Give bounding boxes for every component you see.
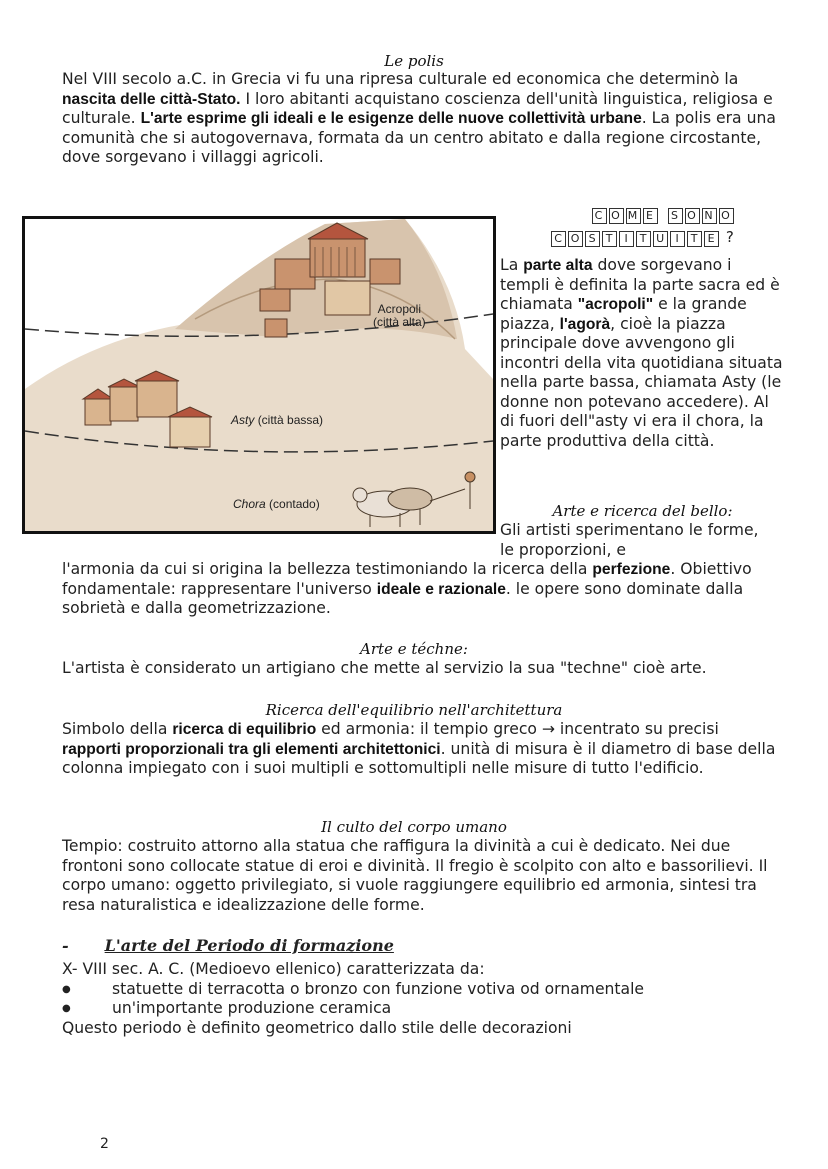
boxed-letter: I: [619, 231, 634, 247]
asty-label: Asty (città bassa): [231, 413, 324, 427]
equilibrio-paragraph: Simbolo della ricerca di equilibrio ed armonia: il tempio greco → incentrato su precisi rapporti proporzionali tra gli elementi architettonici. unità di misura è il diametro di base della colonna impiegato con i suoi multipli e sottomultipli nelle misure di tutto l'edificio.: [62, 720, 776, 777]
arte-bello-intro: Gli artisti sperimentano le forme, le proporzioni, e: [500, 521, 759, 559]
formazione-outro: Questo periodo è definito geometrico dallo stile delle decorazioni: [62, 1018, 572, 1037]
intro-paragraph: Nel VIII secolo a.C. in Grecia vi fu una ripresa culturale ed economica che determinò la nascita delle città-Stato. I loro abitanti acquistano coscienza dell'unità linguistica, religiosa e culturale. L'arte esprime gli ideali e le esigenze delle nuove collettività urbane. La polis era una comunità che si autogovernava, formata da un centro abitato e dalla regione circostante, dove sorgevano i villaggi agricoli.: [62, 70, 776, 166]
boxed-letter: E: [643, 208, 658, 224]
culto-title: Il culto del corpo umano: [321, 818, 507, 836]
equilibrio-title: Ricerca dell'equilibrio nell'architettura: [265, 701, 563, 719]
boxed-letter: O: [719, 208, 734, 224]
boxed-letter: S: [585, 231, 600, 247]
boxed-letter: M: [626, 208, 641, 224]
boxed-letter: C: [551, 231, 566, 247]
list-item: ● statuette di terracotta o bronzo con funzione votiva od ornamentale: [62, 980, 782, 1000]
how-paragraph: La parte alta dove sorgevano i templi è definita la parte sacra ed è chiamata "acropoli" e la grande piazza, l'agorà, cioè la piazza principale dove avvengono gli incontri della vita quotidiana situata nella parte bassa, chiamata Asty (le donne non potevano accedere). Al di fuori dell"asty vi era il chora, la parte produttiva della città.: [500, 256, 783, 450]
acropoli-label: Acropoli (città alta): [373, 302, 426, 329]
boxed-heading: [500, 208, 785, 247]
polis-illustration: [22, 216, 496, 534]
boxed-letter: E: [704, 231, 719, 247]
boxed-letter: O: [609, 208, 624, 224]
formazione-list: [62, 980, 782, 1019]
techne-title: Arte e téchne:: [360, 640, 468, 658]
boxed-letter: T: [636, 231, 651, 247]
culto-paragraph: Tempio: costruito attorno alla statua che raffigura la divinità a cui è dedicato. Nei due frontoni sono collocate statue di eroi e divinità. Il fregio è scolpito con alto e bassorilievi. Il corpo umano: oggetto privilegiato, si vuole raggiungere equilibrio ed armonia, sintesi tra resa naturalistica e idealizzazione delle forme.: [62, 837, 768, 914]
formazione-intro: X- VIII sec. A. C. (Medioevo ellenico) caratterizzata da:: [62, 960, 485, 978]
page-number: 2: [100, 1136, 109, 1152]
boxed-letter: O: [568, 231, 583, 247]
formazione-heading: - L'arte del Periodo di formazione: [62, 936, 394, 955]
boxed-letter: I: [670, 231, 685, 247]
boxed-letter: T: [687, 231, 702, 247]
techne-paragraph: L'artista è considerato un artigiano che mette al servizio la sua "techne" cioè arte.: [62, 659, 707, 677]
chora-label: Chora (contado): [233, 497, 320, 511]
boxed-letter: S: [668, 208, 683, 224]
arte-bello-paragraph: l'armonia da cui si origina la bellezza testimoniando la ricerca della perfezione. Obiettivo fondamentale: rappresentare l'universo ideale e razionale. le opere sono dominate dalla sobrietà e dalla geometrizzazione.: [62, 560, 752, 617]
list-item: ● un'importante produzione ceramica: [62, 999, 782, 1019]
boxed-letter: T: [602, 231, 617, 247]
boxed-letter: O: [685, 208, 700, 224]
arte-bello-title: Arte e ricerca del bello:: [552, 502, 733, 520]
boxed-letter: U: [653, 231, 668, 247]
page-title: Le polis: [384, 52, 444, 70]
boxed-letter: C: [592, 208, 607, 224]
question-mark: ?: [720, 228, 735, 246]
formazione-content: [62, 960, 782, 1038]
boxed-letter: N: [702, 208, 717, 224]
